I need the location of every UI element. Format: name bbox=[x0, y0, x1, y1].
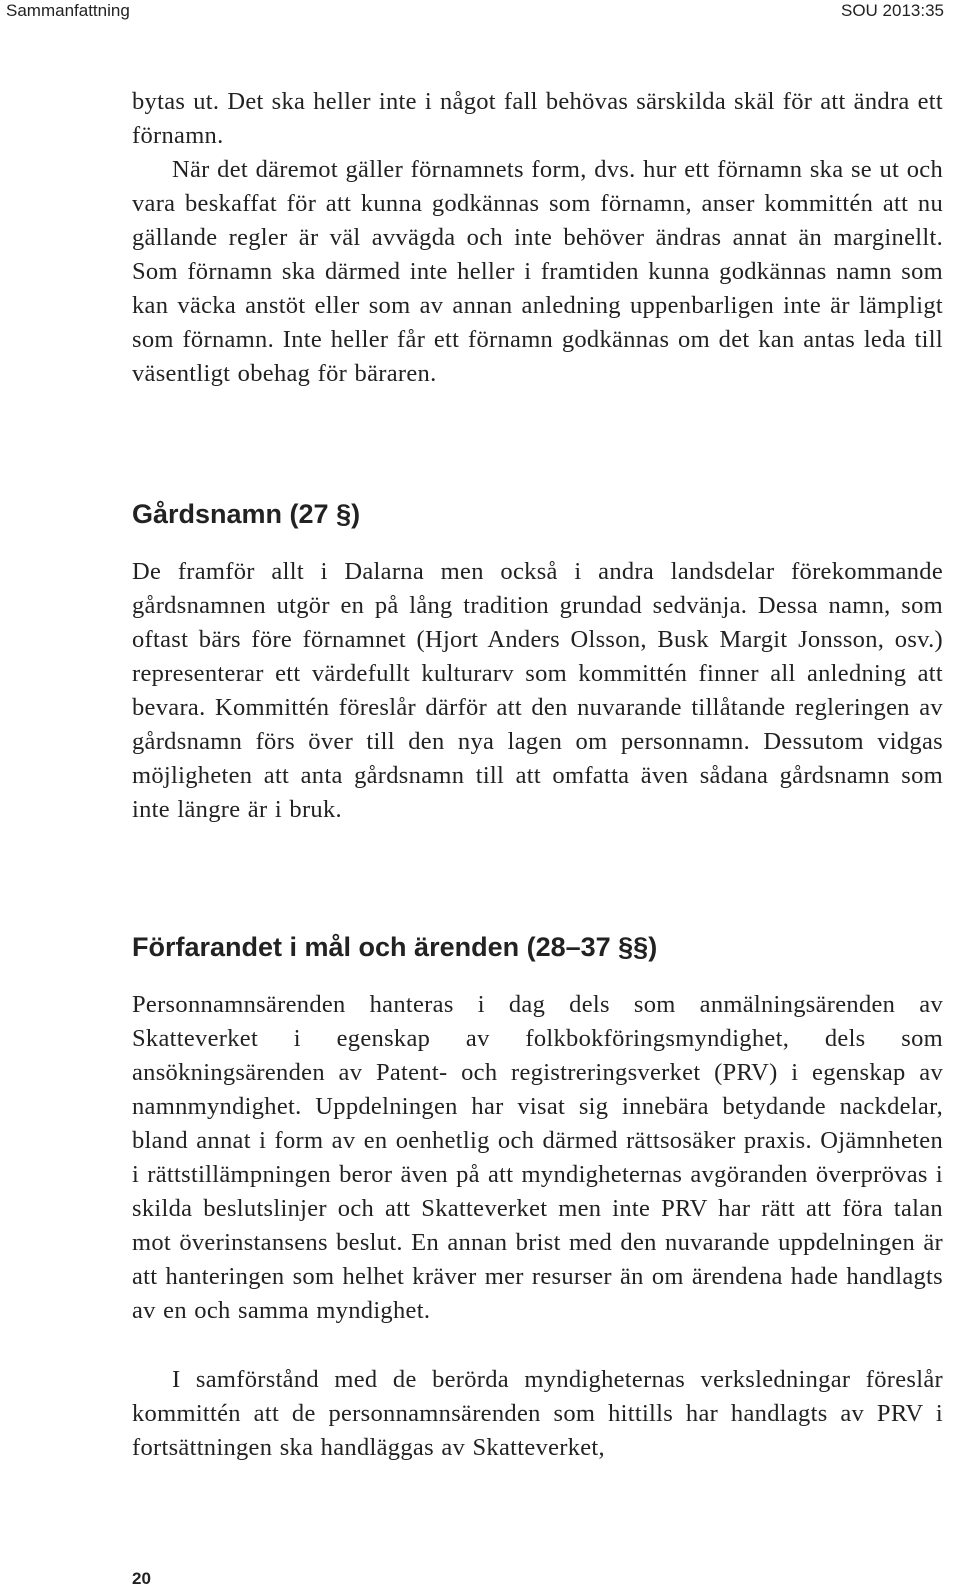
page-number: 20 bbox=[132, 1569, 151, 1588]
section-heading-forfarandet: Förfarandet i mål och ärenden (28–37 §§) bbox=[132, 932, 658, 962]
section-heading-gardsnamn: Gårdsnamn (27 §) bbox=[132, 499, 361, 529]
running-header-section: Sammanfattning bbox=[6, 1, 130, 20]
body-paragraph: I samförstånd med de berörda myndigheternas verksledningar föreslår kommittén att de personnamnsärenden som hittills har handlagts av PRV i fortsättningen ska handläggas av Skatteverket, bbox=[132, 1366, 943, 1461]
running-header-report-id: SOU 2013:35 bbox=[840, 1, 944, 20]
body-paragraph: Personnamnsärenden hanteras i dag dels som anmälningsärenden av Skatteverket i egenskap av folkbokföringsmyndighet, dels som ansökningsärenden av Patent- och registreringsverket (PRV) i egenskap av namnmyndighet. Uppdelningen har visat sig innebära betydande nackdelar, bland annat i form av en oenhetlig och därmed rättsosäker praxis. Ojämnheten i rättstillämpningen beror även på att myndigheternas avgöranden överprövas i skilda beslutslinjer och att Skatteverket men inte PRV har rätt att föra talan mot överinstansens beslut. En annan brist med den nuvarande uppdelningen är att hanteringen som helhet kräver mer resurser än om ärendena hade handlagts av en och samma myndighet. bbox=[132, 991, 943, 1324]
body-paragraph: De framför allt i Dalarna men också i andra landsdelar förekommande gårdsnamnen utgör en på lång tradition grundad sedvänja. Dessa namn, som oftast bärs före förnamnet (Hjort Anders Olsson, Busk Margit Jonsson, osv.) representerar ett värdefullt kulturarv som kommittén finner all anledning att bevara. Kommittén föreslår därför att den nuvarande tillåtande regleringen av gårdsnamn förs över till den nya lagen om personnamn. Dessutom vidgas möjligheten att anta gårdsnamn till att omfatta även sådana gårdsnamn som inte längre är i bruk. bbox=[132, 558, 943, 823]
body-paragraph: När det däremot gäller förnamnets form, dvs. hur ett förnamn ska se ut och vara beskaffat för att kunna godkännas som förnamn, anser kommittén att nu gällande regler är väl avvägda och inte behöver ändras annat än marginellt. Som förnamn ska därmed inte heller i framtiden kunna godkännas namn som kan väcka anstöt eller som av annan anledning uppenbarligen inte är lämpligt som förnamn. Inte heller får ett förnamn godkännas om det kan antas leda till väsentligt obehag för bäraren. bbox=[132, 156, 943, 387]
body-paragraph: bytas ut. Det ska heller inte i något fall behövas särskilda skäl för att ändra ett förnamn. bbox=[132, 88, 943, 149]
running-header bbox=[0, 0, 960, 22]
